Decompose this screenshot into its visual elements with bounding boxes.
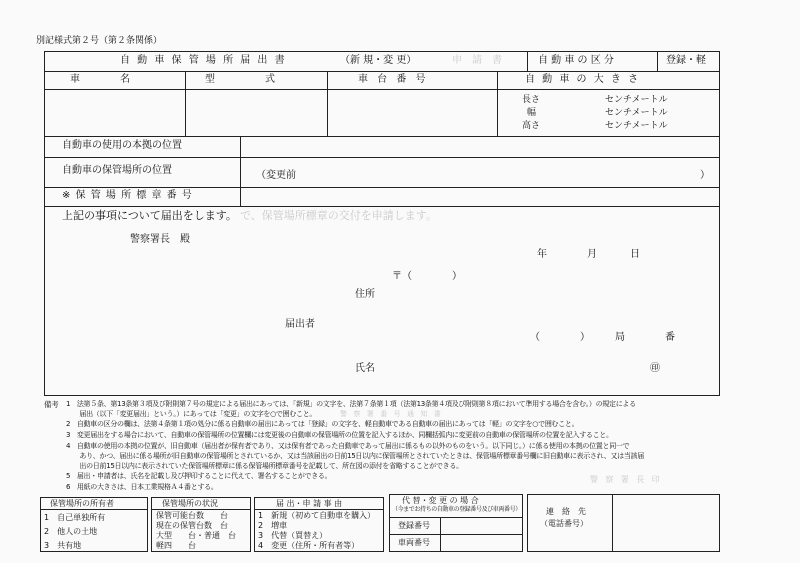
- use-base-field[interactable]: [241, 137, 719, 156]
- declaration-text: 上記の事項について届出をします。: [62, 209, 237, 222]
- vehicle-no-label: 車両番号: [398, 538, 430, 547]
- replace-title: 代 替・変 更 の 場 合: [402, 496, 479, 505]
- registration-no-field[interactable]: [441, 518, 522, 533]
- storage-place-label: 自動車の保管場所の位置: [62, 165, 172, 176]
- col-size: 自 動 車 の 大 き さ: [525, 74, 641, 85]
- note-1b: 届出（以下「変更届出」という。）にあっては「変更」の文字を○で囲むこと。: [66, 410, 317, 418]
- vehicle-category-value[interactable]: 登録・軽: [666, 55, 706, 66]
- use-base-label: 自動車の使用の本拠の位置: [62, 140, 182, 151]
- reason-title: 届 出・申 請 事 由: [276, 499, 343, 508]
- chassis-no-field[interactable]: [328, 90, 496, 135]
- registration-no-label: 登録番号: [398, 521, 430, 530]
- notes-faint-police: 警 察 署 長 印: [590, 475, 660, 484]
- phone-field[interactable]: （ ） 局 番: [530, 332, 675, 343]
- form-id: 別記様式第２号（第２条関係）: [36, 36, 163, 46]
- model-field[interactable]: [186, 90, 326, 135]
- replace-subtitle: （今までお持ちの自動車の登録番号及び車両番号）: [392, 506, 521, 513]
- date-month-label: 月: [587, 249, 597, 260]
- height-label: 高さ: [522, 121, 541, 131]
- vehicle-category-label: 自 動 車 の 区 分: [538, 55, 614, 66]
- note-4a: 4 自動車の使用の本拠の位置が、旧自動車（届出者が保有者であり、又は保有者であった自動車であって届出に係るもの以外のものをいう。以下同じ。）に係る使用の本拠の位置と同一で: [66, 442, 630, 450]
- length-label: 長さ: [522, 95, 541, 105]
- status-large-normal[interactable]: 大型 台・普通 台: [156, 531, 236, 540]
- status-capacity[interactable]: 保管可能台数 台: [156, 511, 228, 520]
- note-1a: 1 法第５条、第13条第３項及び附則第７号の規定による届出にあっては、「新規」の文字を、法第７条第１項（法第13条第４項及び附則第８項において準用する場合を含む。）の規定による: [66, 400, 636, 408]
- col-chassis-no: 車 台 番 号: [358, 74, 429, 85]
- contact-label: 連 絡 先: [546, 507, 586, 516]
- sticker-no-label: ※ 保 管 場 所 標 章 番 号: [62, 190, 193, 201]
- before-change-close: ）: [700, 170, 710, 181]
- contact-phone-field[interactable]: [613, 495, 719, 551]
- width-label: 幅: [527, 108, 537, 118]
- vehicle-no-field[interactable]: [441, 535, 522, 551]
- form-title-mode[interactable]: （新 規・変 更）: [340, 55, 417, 66]
- form-title: 自 動 車 保 管 場 所 届 出 書: [120, 55, 287, 66]
- storage-place-field[interactable]: [241, 158, 719, 186]
- owner-title: 保管場所の所有者: [50, 499, 114, 508]
- width-unit: センチメートル: [605, 108, 668, 118]
- status-title: 保管場所の状況: [162, 499, 218, 508]
- postal-code-field[interactable]: 〒（ ）: [392, 271, 462, 282]
- status-light[interactable]: 軽四 台: [156, 541, 196, 550]
- owner-option-1[interactable]: 1 自己単独所有: [44, 513, 106, 522]
- date-day-label: 日: [630, 249, 640, 260]
- car-name-field[interactable]: [45, 90, 184, 135]
- date-year-label: 年: [537, 249, 547, 260]
- note-2: 2 自動車の区分の欄は、法第４条第１項の処分に係る自動車の届出にあっては「登録」の文字を、軽自動車である自動車の届出にあっては「軽」の文字を○で囲むこと。: [66, 420, 579, 428]
- address-label: 住所: [355, 289, 375, 300]
- owner-option-2[interactable]: 2 他人の土地: [44, 527, 98, 536]
- owner-option-3[interactable]: 3 共有地: [44, 541, 82, 550]
- note-3: 3 変更届出をする場合において、自動車の保管場所の位置欄には変更後の自動車の保管場所の位置を記入するほか、同欄括弧内に変更前の自動車の保管場所の位置を記入すること。: [66, 431, 613, 439]
- note-4c: 出の日前15日以内に表示されていた保管場所標章に係る保管場所標章番号を記載して、所在図の添付を省略することができる。: [66, 462, 463, 470]
- reason-option-2[interactable]: 2 増車: [258, 521, 288, 530]
- length-unit: センチメートル: [605, 95, 668, 105]
- seal-mark: ㊞: [650, 363, 660, 374]
- name-label: 氏名: [355, 363, 375, 374]
- notes-label: 備考: [44, 400, 59, 409]
- contact-phone-label: （電話番号）: [540, 519, 588, 528]
- before-change-label: （変更前: [256, 170, 296, 181]
- height-unit: センチメートル: [605, 121, 668, 131]
- col-model: 型 式: [205, 74, 275, 85]
- reason-option-4[interactable]: 4 変更（住所・所有者等）: [258, 541, 360, 550]
- police-chief-addressee: 警察署長 殿: [130, 234, 190, 245]
- col-car-name: 車 名: [70, 74, 130, 85]
- notes-faint-notify: 警 察 署 番 号 通 知 書: [340, 410, 441, 418]
- note-4b: あり、かつ、届出に係る場所が旧自動車の保管場所とされているか、又は当該届出の日前15日以内に保管場所とされていたときは、保管場所標章番号欄に旧自動車に表示され、又は当該届: [66, 452, 644, 460]
- note-5: 5 届出・申請者は、氏名を記載し及び押印することに代えて、署名することができる。: [66, 472, 332, 480]
- sticker-no-field[interactable]: [241, 188, 719, 205]
- form-title-faint: 申 請 書: [452, 55, 502, 66]
- reason-option-3[interactable]: 3 代替（買替え）: [258, 531, 328, 540]
- status-current[interactable]: 現在の保管台数 台: [156, 521, 228, 530]
- applicant-label: 届出者: [285, 319, 315, 330]
- note-6: 6 用紙の大きさは、日本工業規格Ａ４番とする。: [66, 483, 218, 491]
- declaration-faint: で、保管場所標章の交付を申請します。: [240, 209, 437, 222]
- reason-option-1[interactable]: 1 新規（初めて自動車を購入）: [258, 511, 376, 520]
